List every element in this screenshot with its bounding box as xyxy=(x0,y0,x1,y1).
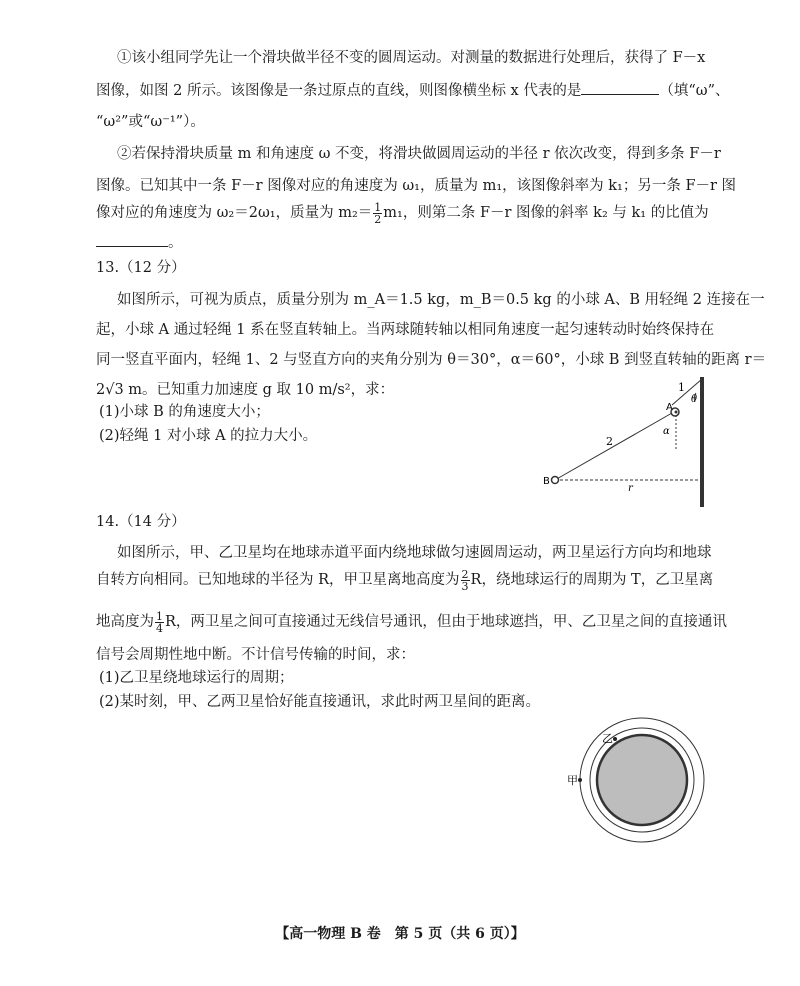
q13-line4: 2√3 m。已知重力加速度 g 取 10 m/s²，求： xyxy=(96,382,395,398)
q14-line2-post: R，绕地球运行的周期为 T，乙卫星离 xyxy=(470,572,714,588)
rope-1 xyxy=(672,379,702,405)
q14-line4: 信号会周期性地中断。不计信号传输的时间，求： xyxy=(96,647,415,663)
label-rope-1: 1 xyxy=(678,381,685,394)
q13-line2: 起，小球 A 通过轻绳 1 系在竖直转轴上。当两球随转轴以相同角速度一起匀速转动时始终保持在 xyxy=(96,322,715,338)
label-rope-2: 2 xyxy=(606,435,613,448)
q14-line1: 如图所示，甲、乙卫星均在地球赤道平面内绕地球做匀速圆周运动，两卫星运行方向均和地球 xyxy=(117,545,712,561)
fraction-denominator: 2 xyxy=(374,212,382,226)
q14-line3-post: R，两卫星之间可直接通过无线信号通讯，但由于地球遮挡，甲、乙卫星之间的直接通讯 xyxy=(165,614,727,630)
label-r: r xyxy=(628,483,633,494)
q14-sub1: (1)乙卫星绕地球运行的周期； xyxy=(99,670,294,686)
label-theta: θ xyxy=(691,394,698,405)
satellite-orbit-figure xyxy=(565,712,715,852)
q12-part1-line3: “ω²”或“ω⁻¹”）。 xyxy=(96,114,205,130)
label-jia: 甲 xyxy=(567,774,578,787)
label-ball-b: B xyxy=(543,476,550,487)
answer-blank[interactable] xyxy=(96,232,168,247)
q12-part1-line2 xyxy=(96,80,730,101)
q13-sub2: (2)轻绳 1 对小球 A 的拉力大小。 xyxy=(99,428,318,444)
q12-part2-line3-pre: 像对应的角速度为 ω₂＝2ω₁，质量为 m₂＝ xyxy=(96,205,373,221)
q12-part1-line2-end: （填“ω”、 xyxy=(659,83,730,99)
rope-2 xyxy=(555,413,672,480)
fraction-numerator: 1 xyxy=(374,200,382,214)
q13-line3: 同一竖直平面内，轻绳 1、2 与竖直方向的夹角分别为 θ＝30°，α＝60°，小球 B 到竖直转轴的距离 r＝ xyxy=(96,352,767,368)
satellite-jia xyxy=(578,778,582,782)
satellite-yi xyxy=(613,737,617,741)
q12-part1-line2-text: 图像，如图 2 所示。该图像是一条过原点的直线，则图像横坐标 x 代表的是 xyxy=(96,83,582,99)
label-alpha: α xyxy=(663,426,670,437)
q12-part2-line1: ②若保持滑块质量 m 和角速度 ω 不变，将滑块做圆周运动的半径 r 依次改变，得到多条 F－r xyxy=(117,146,721,162)
fraction-numerator: 2 xyxy=(461,567,469,581)
q14-line3-pre: 地高度为 xyxy=(96,614,154,630)
q13-header: 13.（12 分） xyxy=(96,260,186,276)
q13-line1: 如图所示，可视为质点，质量分别为 m_A＝1.5 kg，m_B＝0.5 kg 的小球 A、B 用轻绳 2 连接在一 xyxy=(117,292,765,308)
fraction-denominator: 3 xyxy=(461,579,469,593)
ball-b xyxy=(552,477,559,484)
q13-sub1: (1)小球 B 的角速度大小； xyxy=(99,404,270,420)
q14-line2-pre: 自转方向相同。已知地球的半径为 R，甲卫星离地高度为 xyxy=(96,572,460,588)
fraction-denominator: 4 xyxy=(156,621,163,635)
label-ball-a: A xyxy=(666,402,673,413)
earth xyxy=(597,735,687,825)
q12-part2-line2: 图像。已知其中一条 F－r 图像对应的角速度为 ω₁，质量为 m₁，该图像斜率为 k₁；另一条 F－r 图 xyxy=(96,178,737,194)
fraction xyxy=(373,202,382,225)
q12-part2-line4 xyxy=(96,232,183,253)
q14-header: 14.（14 分） xyxy=(96,514,186,530)
answer-blank[interactable] xyxy=(581,80,659,95)
ball-a-center xyxy=(675,411,678,414)
q12-part2-line4-end: 。 xyxy=(168,235,183,251)
page-footer: 【高一物理 B 卷 第 5 页（共 6 页）】 xyxy=(275,926,525,942)
fraction-numerator: 1 xyxy=(156,609,163,623)
q12-part2-line3 xyxy=(96,201,709,225)
q14-line2 xyxy=(96,568,713,592)
q12-part2-line3-post: m₁，则第二条 F－r 图像的斜率 k₂ 与 k₁ 的比值为 xyxy=(383,205,709,221)
label-yi: 乙 xyxy=(602,732,613,745)
fraction xyxy=(155,611,164,634)
rotating-shaft-figure xyxy=(530,365,710,510)
q14-sub2: (2)某时刻，甲、乙两卫星恰好能直接通讯，求此时两卫星间的距离。 xyxy=(99,694,541,710)
q14-line3 xyxy=(96,610,727,634)
q12-part1-line1: ①该小组同学先让一个滑块做半径不变的圆周运动。对测量的数据进行处理后，获得了 F－x xyxy=(117,50,706,66)
fraction xyxy=(461,569,470,592)
